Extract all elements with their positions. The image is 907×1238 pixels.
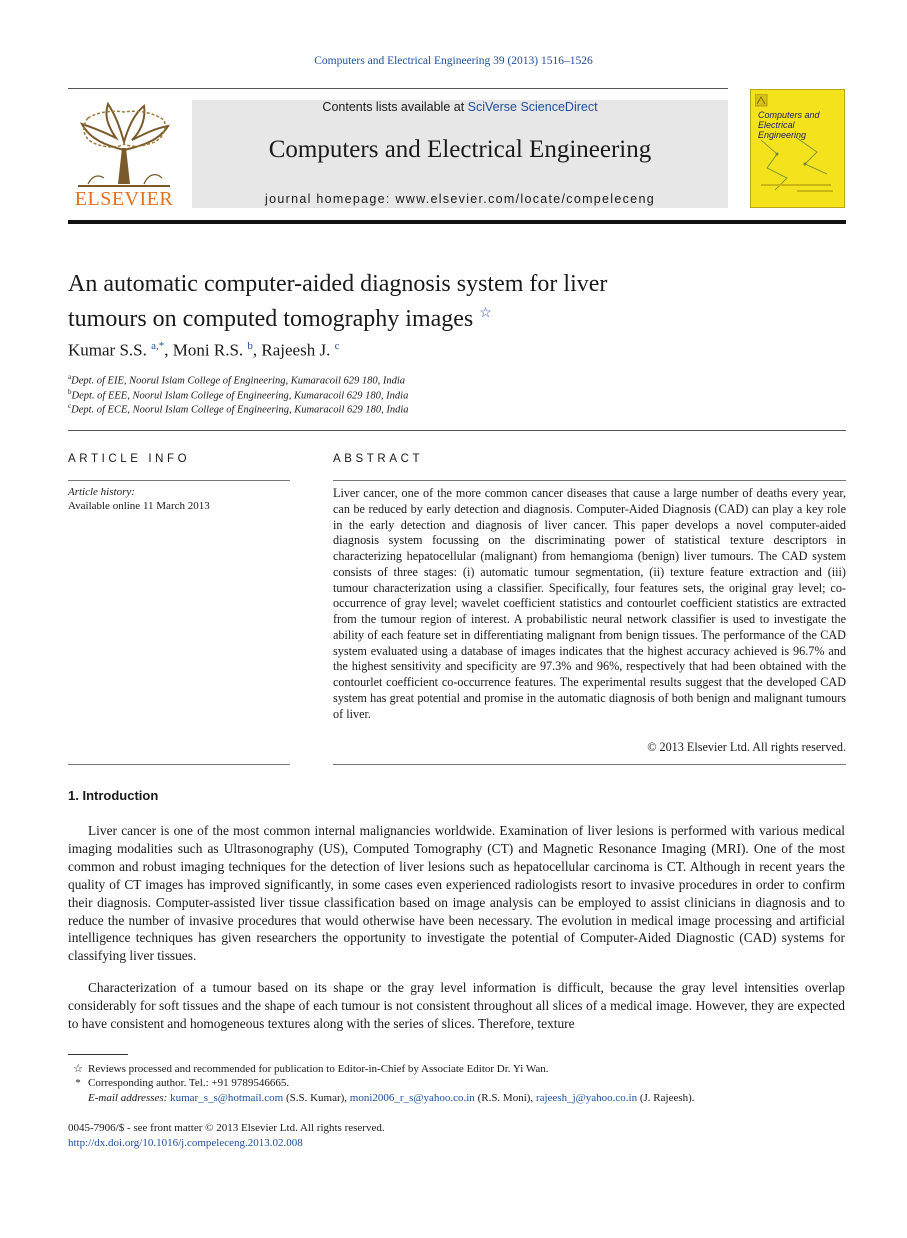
footnote-star-icon: ☆ (73, 1063, 83, 1075)
journal-citation[interactable]: Computers and Electrical Engineering 39 (2013) 1516–1526 (314, 55, 593, 67)
article-title: An automatic computer-aided diagnosis system for liver tumours on computed tomography images ☆ (68, 271, 608, 332)
article-info-heading: ARTICLE INFO (68, 453, 191, 465)
footnote-rule (68, 1054, 128, 1055)
affiliation: $^a$Dept. of EIE, Noorul Islam College of Engineering, Kumaracoil 629 180, India (68, 373, 406, 387)
author-list: Kumar S.S. $^{a,*}$, Moni R.S. $^b$, Rajeesh J. $^c$ (68, 340, 340, 360)
homepage-link[interactable]: www.elsevier.com/locate/compeleceng (395, 192, 655, 206)
section-divider (68, 430, 846, 431)
footnote-asterisk-icon: * (75, 1077, 81, 1089)
cover-artwork-icon (757, 134, 839, 194)
author-name: Moni R.S. (172, 340, 244, 360)
article-history-value: Available online 11 March 2013 (68, 500, 210, 512)
author-affiliation-ref[interactable]: a,* (151, 340, 165, 352)
header-bottom-rule (68, 220, 846, 224)
cover-logo-icon (755, 94, 785, 108)
article-info-bottom-rule (68, 764, 290, 765)
front-matter: 0045-7906/$ - see front matter © 2013 Elsevier Ltd. All rights reserved. (68, 1122, 385, 1134)
footnote-review: ☆ Reviews processed and recommended for publication to Editor-in-Chief by Associate Editor Dr. Yi Wan. (68, 1062, 548, 1075)
abstract-copyright: © 2013 Elsevier Ltd. All rights reserved. (647, 740, 846, 754)
header-top-rule (68, 88, 728, 89)
footnote-corresponding: * Corresponding author. Tel.: +91 9789546665. (68, 1077, 289, 1089)
title-footnote-star-icon[interactable]: ☆ (479, 306, 492, 321)
body-paragraph: Characterization of a tumour based on its shape or the gray level information is difficult, because the gray level intensities overlap considerably for soft tissues and the shape of each tumour is not consistent throughout all slices of a medical image. However, they are expected to have consistent and homogeneous textures along with the series of slices. Therefore, texture (68, 980, 845, 1031)
journal-cover-thumbnail[interactable] (750, 89, 845, 208)
journal-name: Computers and Electrical Engineering (268, 136, 652, 163)
footnote-emails: E-mail addresses: kumar_s_s@hotmail.com (S.S. Kumar), moni2006_r_s@yahoo.co.in (R.S. Moni), rajeesh_j@yahoo.co.in (J. Rajeesh). (88, 1092, 695, 1104)
author-affiliation-ref[interactable]: b (247, 340, 253, 352)
section-heading-introduction: 1. Introduction (68, 788, 159, 803)
abstract-top-rule (333, 480, 846, 481)
abstract-heading: ABSTRACT (333, 453, 424, 465)
affiliation: $^b$Dept. of EEE, Noorul Islam College of Engineering, Kumaracoil 629 180, India (68, 388, 409, 402)
cover-title: Computers and Electrical Engineering (758, 110, 820, 140)
email-link[interactable]: moni2006_r_s@yahoo.co.in (349, 1092, 475, 1104)
contents-line: Contents lists available at SciVerse ScienceDirect (322, 100, 598, 114)
affiliation: $^c$Dept. of ECE, Noorul Islam College of Engineering, Kumaracoil 629 180, India (68, 402, 409, 416)
email-link[interactable]: rajeesh_j@yahoo.co.in (535, 1092, 638, 1104)
author-name: Rajeesh J. (261, 340, 331, 360)
doi-link[interactable]: http://dx.doi.org/10.1016/j.compeleceng.2013.02.008 (68, 1137, 303, 1149)
abstract-bottom-rule (333, 764, 846, 765)
abstract-text: Liver cancer, one of the more common cancer diseases that cause a large number of deaths every year, can be reduced by early detection and diagnosis. Computer-Aided Diagnosis (CAD) can play a key role in the early detection and diagnosis of liver cancer. This paper develops a novel computer-aided diagnosis system focussing on the discriminating power of statistical texture descriptors in characterizing hepatocellular (malignant) from hemangioma (benign) liver tumours. The CAD system consists of three stages: (i) automatic tumour segmentation, (ii) texture feature extraction and (iii) tumour characterization using a classifier. Specifically, four features sets, the original gray level; co-occurrence of gray level; wavelet coefficient statistics and contourlet coefficient statistics are extracted from the tumour region of interest. A probabilistic neural network classifier is used to investigate the ability of each feature set in differentiating malignant from benign tissues. The performance of the CAD system evaluated using a database of images indicates that the highest accuracy achieved is 96.7% and the highest sensitivity and specificity are 97.3% and 96%, respectively that had been obtained with the contourlet coefficient co-occurrence features. The experimental results suggest that the developed CAD system has great potential and promise in the automatic diagnosis of both benign and malignant tumours of liver. (333, 486, 846, 721)
article-history-label: Article history: (68, 486, 135, 498)
body-paragraph: Liver cancer is one of the most common internal malignancies worldwide. Examination of liver lesions is performed with various medical imaging modalities such as Ultrasonography (US), Computed Tomography (CT) and Magnetic Resonance Imaging (MRI). One of the most common and robust imaging techniques for the detection of liver lesions such as hepatocellular carcinoma is CT. Although in recent years the quality of CT images has improved significantly, in some cases even experienced radiologists resort to invasive procedures in order to confirm their diagnosis. Computer-assisted liver tissue classification based on image analysis can be employed to assist clinicians in diagnosis and to reduce the number of invasive procedures that would otherwise have been necessary. The evolution in medical image processing and artificial intelligence techniques has given researchers the opportunity to investigate the potential of Computer-Aided Diagnostic (CAD) systems for classifying liver tissues. (68, 823, 845, 964)
author-name: Kumar S.S. (68, 340, 147, 360)
sciencedirect-link[interactable]: SciVerse ScienceDirect (467, 100, 598, 114)
article-info-top-rule (68, 480, 290, 481)
author-affiliation-ref[interactable]: c (334, 340, 340, 352)
elsevier-logo[interactable] (68, 98, 180, 210)
email-link[interactable]: kumar_s_s@hotmail.com (170, 1092, 284, 1104)
journal-homepage: journal homepage: www.elsevier.com/locate/compeleceng (265, 192, 655, 206)
elsevier-wordmark: ELSEVIER (74, 188, 174, 210)
